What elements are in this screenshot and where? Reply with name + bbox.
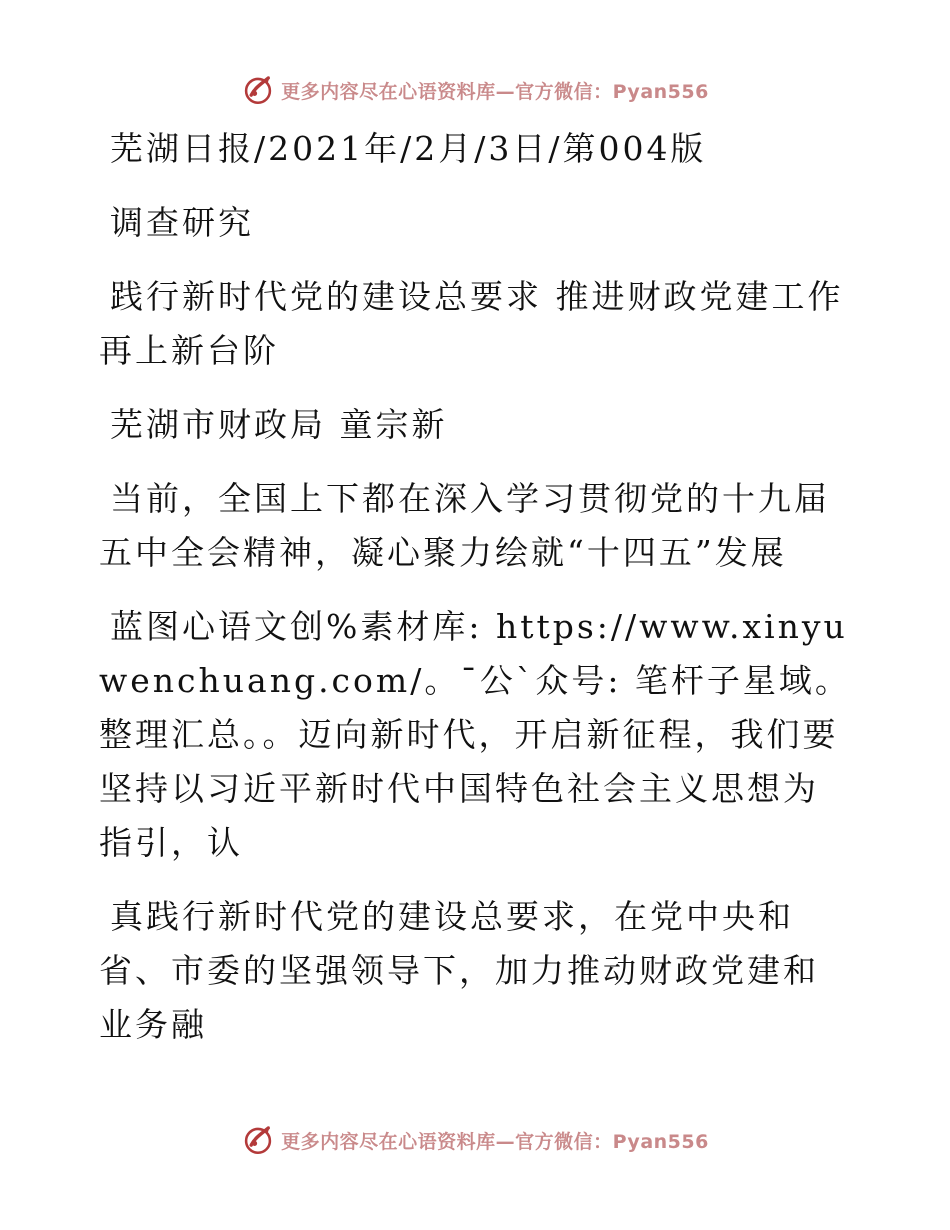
brush-logo-icon [241, 1123, 275, 1157]
watermark-text: 更多内容尽在心语资料库—官方微信：Pyan556 [281, 80, 709, 103]
paragraph-1: 当前，全国上下都在深入学习贯彻党的十九届五中全会精神，凝心聚力绘就“十四五”发展 [99, 479, 830, 572]
article-title: 践行新时代党的建设总要求 推进财政党建工作再上新台阶 [99, 277, 844, 370]
paragraph-2: 蓝图心语文创%素材库: https://www.xinyuwenchuang.com/。¯公`众号: 笔杆子星域。整理汇总。。迈向新时代，开启新征程，我们要坚持以习近平新时代中国特色社会主义思想为指引，认 [99, 607, 851, 862]
brush-logo-icon [241, 73, 275, 107]
section-label: 调查研究 [110, 203, 254, 242]
article-author: 芜湖市财政局 童宗新 [110, 405, 448, 444]
source-line: 芜湖日报/2021年/2月/3日/第004版 [110, 129, 707, 168]
watermark-text: 更多内容尽在心语资料库—官方微信：Pyan556 [281, 1130, 709, 1153]
header-watermark [0, 70, 950, 110]
footer-watermark [0, 1120, 950, 1160]
document-body [99, 122, 851, 1072]
paragraph-3: 真践行新时代党的建设总要求，在党中央和省、市委的坚强领导下，加力推动财政党建和业务融 [99, 897, 819, 1044]
